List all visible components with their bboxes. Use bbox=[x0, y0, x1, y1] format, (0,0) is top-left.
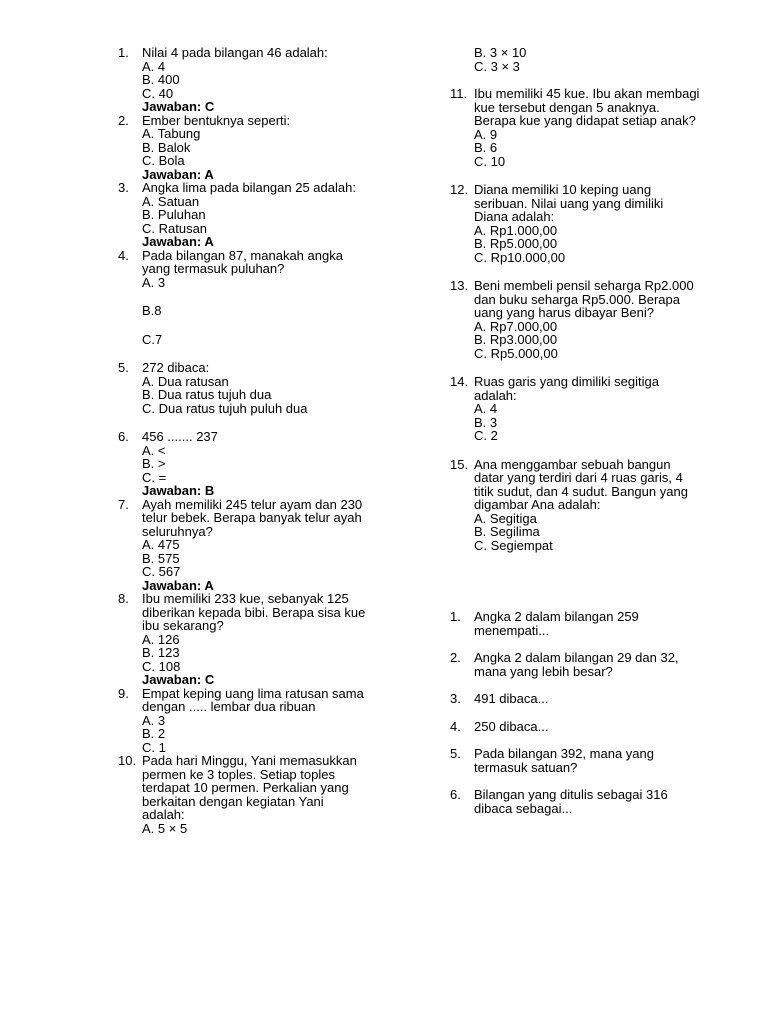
option-c: C. Segiempat bbox=[474, 537, 553, 553]
question-2 bbox=[118, 114, 398, 182]
question-5 bbox=[118, 361, 398, 415]
option-b: B. Segilima bbox=[474, 524, 540, 539]
question-text: adalah: bbox=[142, 807, 185, 822]
question-14 bbox=[450, 375, 730, 443]
question-text: Nilai 4 pada bilangan 46 adalah: bbox=[142, 45, 328, 60]
question-4 bbox=[118, 249, 398, 347]
question-text: Pada hari Minggu, Yani memasukkan bbox=[142, 753, 357, 768]
question-text: adalah: bbox=[474, 387, 517, 403]
question-text: termasuk satuan? bbox=[474, 759, 578, 775]
option-a: A. 475 bbox=[142, 537, 180, 552]
question-15 bbox=[450, 458, 730, 553]
question-text: 272 dibaca: bbox=[142, 360, 210, 375]
option-b: B. 400 bbox=[142, 72, 180, 87]
question-text: Empat keping uang lima ratusan sama bbox=[142, 685, 364, 701]
essay-question-6 bbox=[450, 788, 730, 815]
question-text: digambar Ana adalah: bbox=[474, 497, 601, 512]
option-c: C. 40 bbox=[142, 85, 174, 101]
question-text: 491 dibaca... bbox=[474, 691, 549, 706]
question-text: dibaca sebagai... bbox=[474, 800, 573, 816]
answer-key: Jawaban: C bbox=[142, 672, 215, 687]
question-number: 2. bbox=[450, 650, 461, 665]
option-b: B. 3 bbox=[474, 414, 498, 430]
question-10 bbox=[118, 754, 398, 835]
option-c: C. Dua ratus tujuh puluh dua bbox=[142, 400, 308, 416]
option-b: B. Puluhan bbox=[142, 207, 206, 222]
answer-key: Jawaban: A bbox=[142, 234, 214, 249]
left-column bbox=[118, 46, 398, 835]
question-text: dengan ..... lembar dua ribuan bbox=[142, 699, 316, 714]
option-b: B. 123 bbox=[142, 645, 180, 660]
essay-question-4 bbox=[450, 720, 730, 734]
essay-question-2 bbox=[450, 651, 730, 678]
option-a: A. Tabung bbox=[142, 126, 201, 141]
question-number: 9. bbox=[118, 685, 129, 701]
question-text: datar yang terdiri dari 4 ruas garis, 4 bbox=[474, 470, 683, 485]
question-text: mana yang lebih besar? bbox=[474, 663, 613, 679]
question-text: menempati... bbox=[474, 622, 550, 638]
question-text: Bilangan yang ditulis sebagai 316 bbox=[474, 787, 668, 802]
question-number: 11. bbox=[450, 86, 468, 101]
option-b: B. 6 bbox=[474, 140, 498, 155]
answer-key: Jawaban: B bbox=[142, 483, 215, 498]
question-10-continued bbox=[450, 46, 730, 73]
option-a: A. 4 bbox=[142, 58, 166, 74]
question-text: dan buku seharga Rp5.000. Berapa bbox=[474, 291, 680, 307]
question-text: Pada bilangan 87, manakah angka bbox=[142, 247, 343, 263]
question-text: Angka 2 dalam bilangan 259 bbox=[474, 609, 639, 624]
option-c: C. 10 bbox=[474, 153, 506, 169]
question-number: 8. bbox=[118, 591, 129, 606]
question-number: 4. bbox=[118, 247, 129, 263]
question-text: yang termasuk puluhan? bbox=[142, 261, 285, 276]
question-text: Ibu memiliki 233 kue, sebanyak 125 bbox=[142, 591, 349, 606]
question-text: Angka 2 dalam bilangan 29 dan 32, bbox=[474, 650, 679, 665]
question-text: 250 dibaca... bbox=[474, 718, 549, 734]
question-text: Ayah memiliki 245 telur ayam dan 230 bbox=[142, 496, 363, 512]
option-c: C. 1 bbox=[142, 739, 166, 755]
option-b: B. > bbox=[142, 456, 166, 471]
option-b: B.8 bbox=[142, 303, 162, 318]
question-text: Angka lima pada bilangan 25 adalah: bbox=[142, 180, 356, 195]
question-text: permen ke 3 toples. Setiap toples bbox=[142, 766, 335, 782]
question-text: seribuan. Nilai uang yang dimiliki bbox=[474, 195, 664, 211]
question-11 bbox=[450, 87, 730, 168]
question-text: terdapat 10 permen. Perkalian yang bbox=[142, 780, 349, 795]
option-c: C. Rp10.000,00 bbox=[474, 249, 566, 265]
question-number: 1. bbox=[118, 45, 129, 60]
question-1 bbox=[118, 46, 398, 114]
option-a: A. < bbox=[142, 442, 166, 458]
question-number: 15. bbox=[450, 456, 469, 472]
option-a: A. Segitiga bbox=[474, 510, 537, 526]
question-text: kue tersebut dengan 5 anaknya. bbox=[474, 99, 660, 115]
answer-key: Jawaban: A bbox=[142, 577, 214, 593]
question-number: 1. bbox=[450, 609, 461, 624]
option-b: B. Rp5.000,00 bbox=[474, 236, 558, 251]
option-a: A. 3 bbox=[142, 274, 166, 290]
question-text: Ruas garis yang dimiliki segitiga bbox=[474, 374, 659, 389]
answer-key: Jawaban: C bbox=[142, 99, 215, 114]
question-3 bbox=[118, 181, 398, 249]
question-number: 6. bbox=[450, 787, 461, 802]
blank-line bbox=[142, 289, 398, 304]
question-text: Diana memiliki 10 keping uang bbox=[474, 182, 652, 197]
option-a: A. 5 × 5 bbox=[142, 820, 188, 836]
option-c: C. 567 bbox=[142, 564, 181, 579]
option-a: A. Satuan bbox=[142, 193, 200, 209]
option-a: A. Dua ratusan bbox=[142, 373, 229, 389]
question-number: 12. bbox=[450, 182, 469, 197]
option-c: C. 2 bbox=[474, 428, 498, 443]
option-a: A. 3 bbox=[142, 712, 166, 728]
question-number: 3. bbox=[450, 691, 461, 706]
option-c: C. Bola bbox=[142, 153, 185, 168]
question-text: telur bebek. Berapa banyak telur ayah bbox=[142, 510, 362, 525]
question-text: ibu sekarang? bbox=[142, 618, 224, 633]
question-text: diberikan kepada bibi. Berapa sisa kue bbox=[142, 604, 366, 620]
question-number: 13. bbox=[450, 278, 469, 293]
question-text: Beni membeli pensil seharga Rp2.000 bbox=[474, 278, 694, 293]
option-c: C. 3 × 3 bbox=[474, 58, 520, 74]
question-text: Pada bilangan 392, mana yang bbox=[474, 746, 654, 761]
question-text: seluruhnya? bbox=[142, 523, 213, 539]
question-number: 5. bbox=[450, 746, 461, 761]
option-a: A. 9 bbox=[474, 126, 498, 142]
question-7 bbox=[118, 498, 398, 593]
blank-line bbox=[142, 318, 398, 333]
option-b: B. 3 × 10 bbox=[474, 45, 527, 60]
question-number: 3. bbox=[118, 180, 129, 195]
option-a: A. Rp1.000,00 bbox=[474, 222, 558, 238]
question-6 bbox=[118, 430, 398, 498]
option-b: B. Balok bbox=[142, 139, 191, 155]
option-a: A. 4 bbox=[474, 401, 498, 416]
option-c: C. Rp5.000,00 bbox=[474, 345, 558, 361]
option-c: C. = bbox=[142, 469, 167, 485]
option-b: B. Rp3.000,00 bbox=[474, 332, 558, 347]
option-b: B. 2 bbox=[142, 726, 166, 741]
question-number: 4. bbox=[450, 718, 461, 734]
question-text: berkaitan dengan kegiatan Yani bbox=[142, 793, 324, 809]
option-c: C. Ratusan bbox=[142, 220, 208, 236]
essay-question-1 bbox=[450, 610, 730, 637]
question-number: 6. bbox=[118, 429, 129, 444]
option-a: A. Rp7.000,00 bbox=[474, 318, 558, 334]
essay-question-3 bbox=[450, 692, 730, 706]
answer-key: Jawaban: A bbox=[142, 166, 214, 182]
question-text: uang yang harus dibayar Beni? bbox=[474, 305, 654, 320]
question-number: 2. bbox=[118, 112, 129, 128]
option-c: C.7 bbox=[142, 331, 163, 347]
question-number: 5. bbox=[118, 360, 129, 375]
option-a: A. 126 bbox=[142, 631, 180, 647]
option-b: B. Dua ratus tujuh dua bbox=[142, 387, 272, 402]
question-13 bbox=[450, 279, 730, 360]
question-text: Ibu memiliki 45 kue. Ibu akan membagi bbox=[474, 86, 700, 101]
question-text: titik sudut, dan 4 sudut. Bangun yang bbox=[474, 483, 688, 499]
question-text: Ember bentuknya seperti: bbox=[142, 112, 291, 128]
question-8 bbox=[118, 592, 398, 687]
question-text: Diana adalah: bbox=[474, 209, 555, 224]
right-column bbox=[450, 46, 730, 815]
question-number: 14. bbox=[450, 374, 469, 389]
question-number: 7. bbox=[118, 496, 129, 512]
question-9 bbox=[118, 687, 398, 755]
question-text: Ana menggambar sebuah bangun bbox=[474, 456, 671, 472]
question-text: 456 ....... 237 bbox=[142, 429, 218, 444]
option-b: B. 575 bbox=[142, 550, 180, 566]
question-12 bbox=[450, 183, 730, 264]
question-text: Berapa kue yang didapat setiap anak? bbox=[474, 113, 696, 128]
question-number: 10. bbox=[118, 753, 137, 768]
option-c: C. 108 bbox=[142, 658, 181, 674]
essay-question-5 bbox=[450, 747, 730, 774]
